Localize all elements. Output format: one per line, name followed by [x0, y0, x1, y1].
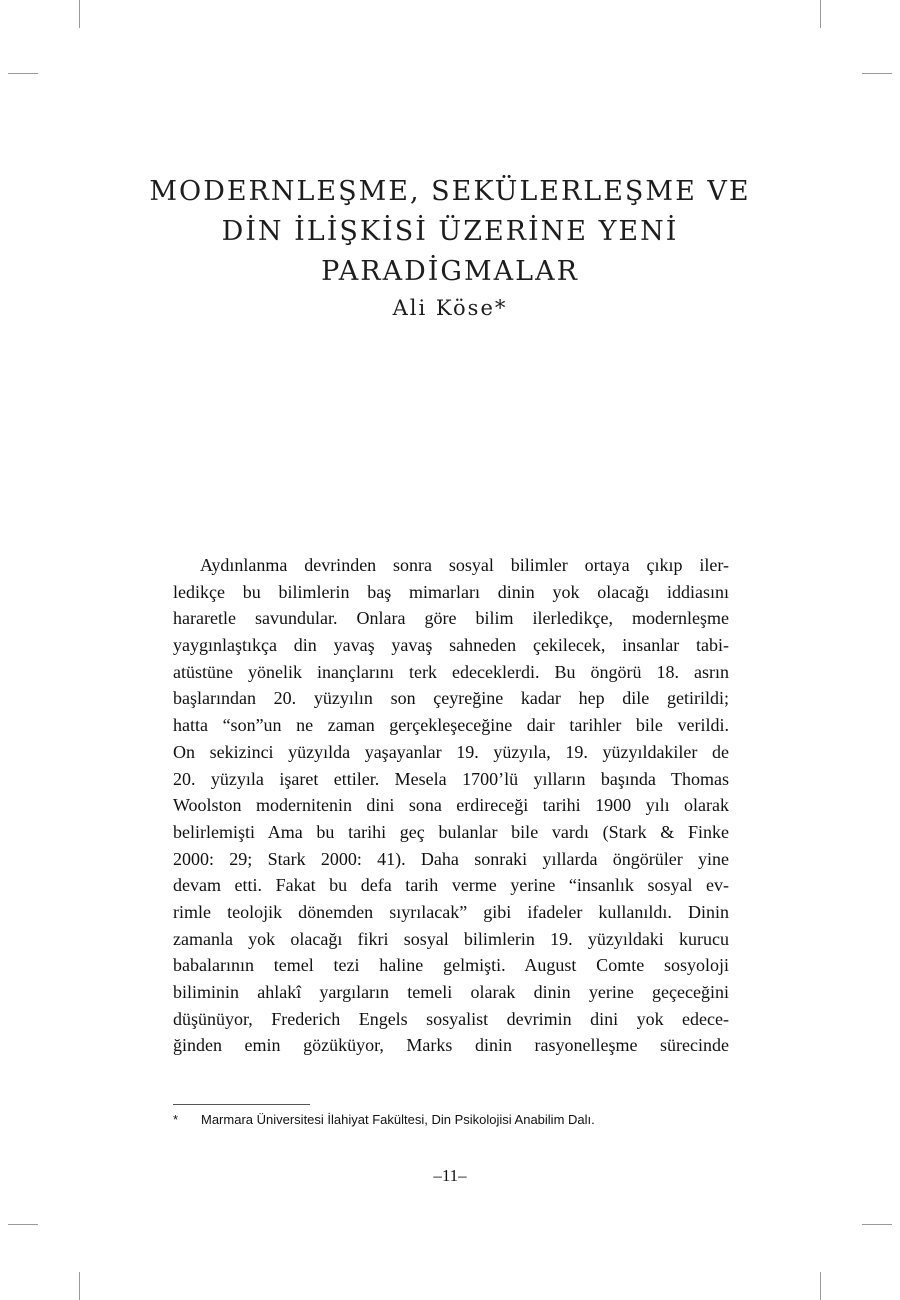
title-line: MODERNLEŞME, SEKÜLERLEŞME VE: [149, 176, 751, 207]
title-line: DİN İLİŞKİSİ ÜZERİNE YENİ: [221, 216, 679, 247]
crop-mark-bottom-right: [820, 1272, 821, 1300]
crop-mark-top-right: [820, 0, 821, 28]
text-line: hatta “son”un ne zaman gerçekleşeceğine dair tarihler bile verildi.: [173, 715, 729, 736]
crop-mark-right-bottom: [862, 1224, 892, 1225]
text-line: rimle teolojik dönemden sıyrılacak” gibi ifadeler kullanıldı. Dinin: [173, 901, 729, 922]
text-line: 20. yüzyıla işaret ettiler. Mesela 1700’lü yılların başında Thomas: [173, 768, 729, 789]
footnote-marker: *: [173, 1112, 179, 1127]
crop-mark-top-left: [79, 0, 80, 28]
page-number: –11–: [433, 1166, 467, 1185]
title-line: PARADİGMALAR: [321, 256, 579, 287]
text-line: biliminin ahlakî yargıların temeli olarak dinin yerine geçeceğini: [173, 982, 729, 1002]
body-paragraph: [173, 552, 729, 1059]
text-line: başlarından 20. yüzyılın son çeyreğine kadar hep dile getirildi;: [173, 688, 729, 709]
author-name: Ali Köse*: [392, 296, 508, 320]
text-line: Aydınlanma devrinden sonra sosyal bilimler ortaya çıkıp iler-: [200, 555, 729, 575]
text-line: devam etti. Fakat bu defa tarih verme yerine “insanlık sosyal ev-: [173, 875, 729, 896]
text-line: yaygınlaştıkça din yavaş yavaş sahneden çekilecek, insanlar tabi-: [173, 635, 729, 656]
footnote: [173, 1112, 733, 1127]
footnote-divider: [173, 1104, 310, 1105]
crop-mark-right-top: [862, 73, 892, 74]
text-line: 2000: 29; Stark 2000: 41). Daha sonraki yıllarda öngörüler yine: [173, 848, 729, 869]
text-line: hararetle savundular. Onlara göre bilim ilerledikçe, modernleşme: [173, 608, 729, 629]
text-line: düşünüyor, Frederich Engels sosyalist devrimin dini yok edece-: [173, 1008, 729, 1029]
text-line: ğinden emin gözüküyor, Marks dinin rasyonelleşme sürecinde: [173, 1035, 729, 1056]
text-line: belirlemişti Ama bu tarihi geç bulanlar bile vardı (Stark & Finke: [173, 821, 729, 842]
text-line: atüstüne yönelik inançlarını terk edeceklerdi. Bu öngörü 18. asrın: [173, 661, 729, 682]
text-line: babalarının temel tezi haline gelmişti. August Comte sosyoloji: [173, 955, 729, 976]
crop-mark-left-bottom: [8, 1224, 38, 1225]
text-line: Woolston modernitenin dini sona erdireceği tarihi 1900 yılı olarak: [173, 795, 729, 816]
text-line: zamanla yok olacağı fikri sosyal bilimlerin 19. yüzyıldaki kurucu: [173, 928, 729, 949]
footnote-text: Marmara Üniversitesi İlahiyat Fakültesi, Din Psikolojisi Anabilim Dalı.: [201, 1112, 595, 1127]
chapter-title: [0, 172, 900, 292]
crop-mark-bottom-left: [79, 1272, 80, 1300]
text-line: On sekizinci yüzyılda yaşayanlar 19. yüzyıla, 19. yüzyıldakiler de: [173, 741, 729, 762]
text-line: ledikçe bu bilimlerin baş mimarları dinin yok olacağı iddiasını: [173, 581, 729, 602]
crop-mark-left-top: [8, 73, 38, 74]
